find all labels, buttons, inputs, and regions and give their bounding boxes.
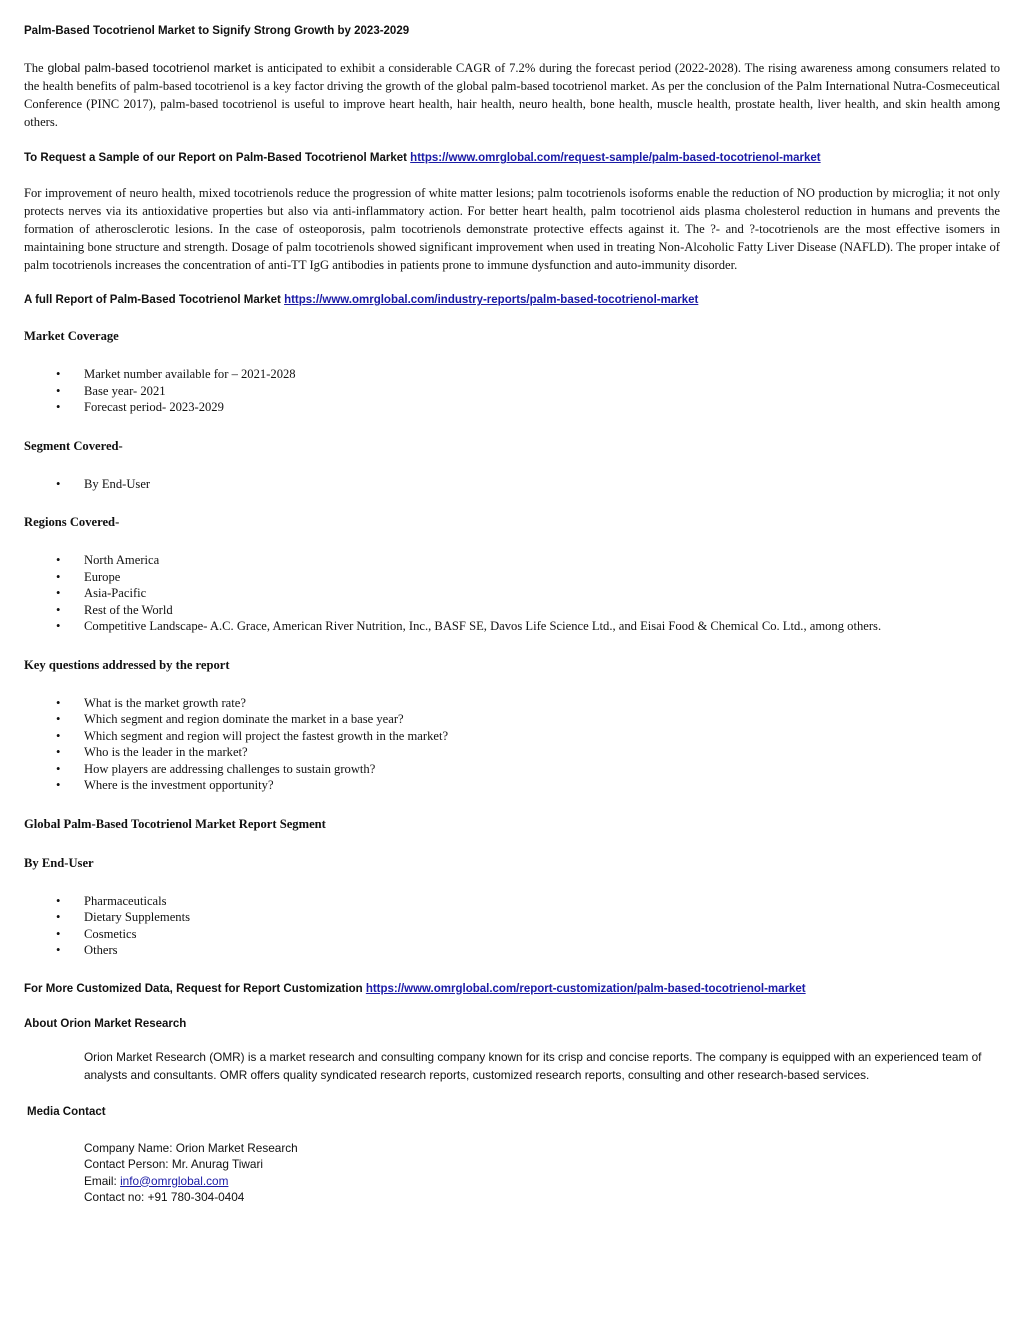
about-paragraph: Orion Market Research (OMR) is a market research and consulting company known for its crisp and concise reports. The company is equipped with an experienced team of analysts and consultants. OMR offers quality syndicated research reports, customized research reports, consulting and other research-based services. xyxy=(84,1049,982,1082)
list-item: • Europe xyxy=(56,569,121,584)
regions-covered-list xyxy=(24,552,1000,635)
bullet-icon: • xyxy=(56,553,61,567)
bullet-icon: • xyxy=(56,943,61,957)
list-item: • North America xyxy=(56,553,160,567)
segment-covered-list xyxy=(24,476,1000,493)
report-segment-heading: Global Palm-Based Tocotrienol Market Report Segment xyxy=(24,816,326,831)
bullet-icon: • xyxy=(56,586,61,600)
intro-highlight: global palm-based tocotrienol market xyxy=(47,61,252,75)
bullet-icon: • xyxy=(56,367,61,381)
document-title: Palm-Based Tocotrienol Market to Signify Strong Growth by 2023-2029 xyxy=(24,25,410,37)
market-coverage-list xyxy=(24,366,1000,416)
list-item: • Base year- 2021 xyxy=(56,383,166,398)
intro-paragraph xyxy=(24,59,1000,131)
bullet-icon: • xyxy=(56,761,61,776)
bullet-icon: • xyxy=(56,602,61,617)
list-item: • Dietary Supplements xyxy=(56,910,190,924)
list-item: • Asia-Pacific xyxy=(56,586,147,600)
bullet-icon: • xyxy=(56,728,61,743)
list-item: • Pharmaceuticals xyxy=(56,893,167,908)
bullet-icon: • xyxy=(56,745,61,759)
list-item: • Which segment and region will project the fastest growth in the market? xyxy=(56,728,449,743)
document-page xyxy=(24,22,1000,1206)
full-report-line xyxy=(24,291,1000,309)
full-report-link[interactable]: https://www.omrglobal.com/industry-reports/palm-based-tocotrienol-market xyxy=(284,294,699,306)
regions-covered-heading: Regions Covered- xyxy=(24,515,120,529)
intro-rest: is anticipated to exhibit a considerable CAGR of 7.2% during the forecast period (2022-2028). The rising awareness among consumers related to the health benefits of palm-based tocotrienol is a key factor driving the growth of the global palm-based tocotrienol market. As per the conclusion of the Palm International Nutra-Cosmeceutical Conference (PINC 2017), palm-based tocotrienol is useful to improve heart health, hair health, neuro health, bone health, muscle health, prostate health, liver health, and skin health among others. xyxy=(24,61,1001,129)
contact-email xyxy=(84,1173,1000,1190)
about-heading: About Orion Market Research xyxy=(24,1017,187,1030)
customization-label: For More Customized Data, Request for Report Customization xyxy=(24,982,366,995)
contact-email-label: Email: xyxy=(84,1173,121,1188)
bullet-icon: • xyxy=(56,893,61,908)
contact-person: Contact Person: Mr. Anurag Tiwari xyxy=(84,1157,263,1171)
bullet-icon: • xyxy=(56,712,61,726)
full-report-label: A full Report of Palm-Based Tocotrienol Market xyxy=(24,294,285,306)
contact-company: Company Name: Orion Market Research xyxy=(84,1140,298,1155)
bullet-icon: • xyxy=(56,910,61,924)
media-contact-block xyxy=(24,1140,1000,1206)
list-item: • By End-User xyxy=(56,476,151,491)
bullet-icon: • xyxy=(56,383,61,398)
bullet-icon: • xyxy=(56,926,61,941)
list-item: • Who is the leader in the market? xyxy=(56,745,248,759)
list-item: • Where is the investment opportunity? xyxy=(56,778,274,792)
bullet-icon: • xyxy=(56,695,61,710)
list-item: • What is the market growth rate? xyxy=(56,695,246,710)
segment-covered-heading: Segment Covered- xyxy=(24,438,123,453)
list-item: • How players are addressing challenges to sustain growth? xyxy=(56,761,376,776)
media-contact-heading: Media Contact xyxy=(27,1105,106,1118)
key-questions-heading: Key questions addressed by the report xyxy=(24,657,230,672)
bullet-icon: • xyxy=(56,400,61,414)
list-item: • Competitive Landscape- A.C. Grace, American River Nutrition, Inc., BASF SE, Davos Life Science Ltd., and Eisai Food & Chemical Co. Ltd., among others. xyxy=(56,619,882,633)
by-end-user-list xyxy=(24,893,1000,959)
bullet-icon: • xyxy=(56,569,61,584)
list-item: • Others xyxy=(56,943,118,957)
key-questions-list xyxy=(24,695,1000,794)
sample-request-line xyxy=(24,149,1000,167)
list-item: • Which segment and region dominate the market in a base year? xyxy=(56,712,404,726)
customization-link[interactable]: https://www.omrglobal.com/report-customization/palm-based-tocotrienol-market xyxy=(365,982,806,995)
by-end-user-heading: By End-User xyxy=(24,855,94,870)
market-coverage-heading: Market Coverage xyxy=(24,329,119,343)
sample-request-link[interactable]: https://www.omrglobal.com/request-sample/palm-based-tocotrienol-market xyxy=(410,152,821,164)
bullet-icon: • xyxy=(56,476,61,491)
customization-line xyxy=(24,980,1000,998)
body-paragraph: For improvement of neuro health, mixed tocotrienols reduce the progression of white matter lesions; palm tocotrienols isoforms enable the reduction of NO production by microglia; it not only protects nerves via its antioxidative properties but also via anti-inflammatory action. For better heart health, palm tocotrienol aids plasma cholesterol reduction in humans and prevents the formation of atherosclerotic lesions. In the case of osteoporosis, palm tocotrienols demonstrate protective effects against it. The ?- and ?-tocotrienols are the most effective isomers in maintaining bone structure and strength. Dosage of palm tocotrienols showed significant improvement when used in treating Non-Alcoholic Fatty Liver Disease (NAFLD). The proper intake of palm tocotrienols increases the concentration of anti-TT IgG antibodies in patients prone to immune dysfunction and auto-immunity disorder. xyxy=(24,186,1000,272)
list-item: • Cosmetics xyxy=(56,926,137,941)
list-item: • Rest of the World xyxy=(56,602,173,617)
contact-email-link[interactable]: info@omrglobal.com xyxy=(120,1173,229,1188)
contact-phone: Contact no: +91 780-304-0404 xyxy=(84,1190,245,1204)
list-item: • Market number available for – 2021-2028 xyxy=(56,367,296,381)
bullet-icon: • xyxy=(56,619,61,633)
bullet-icon: • xyxy=(56,778,61,792)
list-item: • Forecast period- 2023-2029 xyxy=(56,400,224,414)
sample-request-label: To Request a Sample of our Report on Palm-Based Tocotrienol Market xyxy=(24,152,411,164)
intro-prefix: The xyxy=(24,61,48,75)
